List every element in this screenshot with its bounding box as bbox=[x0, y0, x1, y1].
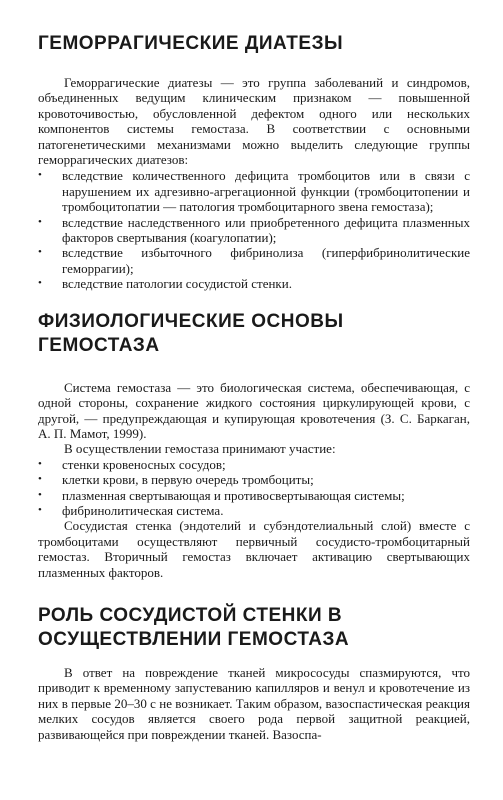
list-item: • стенки кровеносных сосудов; bbox=[38, 457, 470, 472]
vasospasm-paragraph: В ответ на повреждение тканей микрососуды спазмируются, что приводит к временному запустеванию капилляров и венул и кровотечение из них в первые 20–30 с не возникает. Таким образом, вазоспастическая реакция мелких сосудов является своего рода первой защитной реакцией, развивающейся при повреждении тканей. Вазоспа- bbox=[38, 664, 470, 742]
section-title: РОЛЬ СОСУДИСТОЙ СТЕНКИ В ОСУЩЕСТВЛЕНИИ ГЕМОСТАЗА bbox=[38, 604, 350, 650]
page bbox=[38, 32, 470, 742]
diathesis-groups-list bbox=[38, 168, 470, 291]
definition-paragraph: Система гемостаза — это биологическая система, обеспечивающая, с одной стороны, сохранение жидкого состояния циркулирующей крови, с другой, — предупреждающая и купирующая кровотечения (З. С. Баркаган, А. П. Мамот, 1999). bbox=[38, 379, 470, 441]
section-title: ГЕМОРРАГИЧЕСКИЕ ДИАТЕЗЫ bbox=[38, 33, 344, 54]
list-item: • вследствие количественного дефицита тромбоцитов или в связи с нарушением их адгезивно-агрегационной функции (тромбоцитопении и тромбоцитопатии — патология тромбоцитарного звена гемостаза); bbox=[38, 168, 470, 214]
section-hemorrhagic-diatheses bbox=[38, 32, 470, 292]
primary-secondary-paragraph: Сосудистая стенка (эндотелий и субэндотелиальный слой) вместе с тромбоцитами осуществляют первичный сосудисто-тромбоцитарный гемостаз. Вторичный гемостаз включает активацию свертывающих плазменных факторов. bbox=[38, 518, 470, 580]
intro-paragraph: Геморрагические диатезы — это группа заболеваний и синдромов, объединенных ведущим клиническим признаком — повышенной кровоточивостью, обусловленной дефектом одного или нескольких компонентов системы гемостаза. В соответствии с основными патогенетическими механизмами можно выделить следующие группы геморрагических диатезов: bbox=[38, 75, 470, 168]
section-physiology-of-hemostasis bbox=[38, 310, 470, 580]
section-vascular-wall-role bbox=[38, 604, 470, 742]
list-item: • вследствие патологии сосудистой стенки. bbox=[38, 276, 470, 291]
list-item: • вследствие избыточного фибринолиза (гиперфибринолитические геморрагии); bbox=[38, 245, 470, 276]
list-item: • клетки крови, в первую очередь тромбоциты; bbox=[38, 472, 470, 487]
list-item: • вследствие наследственного или приобретенного дефицита плазменных факторов свертывания (коагулопатии); bbox=[38, 215, 470, 246]
list-item: • плазменная свертывающая и противосвертывающая системы; bbox=[38, 488, 470, 503]
section-title: ФИЗИОЛОГИЧЕСКИЕ ОСНОВЫ ГЕМОСТАЗА bbox=[38, 310, 344, 356]
participants-intro: В осуществлении гемостаза принимают участие: bbox=[64, 441, 336, 457]
list-item: • фибринолитическая система. bbox=[38, 503, 470, 518]
hemostasis-participants-list bbox=[38, 457, 470, 519]
